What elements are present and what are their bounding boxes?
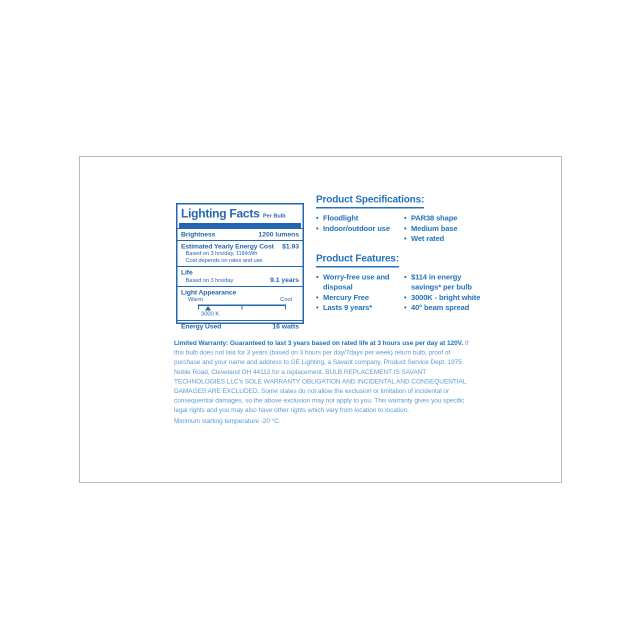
minimum-starting-temperature: Minimum starting temperature -20 °C. <box>174 416 281 425</box>
life-label: Life <box>181 268 193 276</box>
energy-cost-label: Estimated Yearly Energy Cost <box>181 242 274 250</box>
features-column-2 <box>404 272 491 313</box>
spec-item: • Wet rated <box>404 234 491 244</box>
per-bulb-label: Per Bulb <box>263 213 286 219</box>
specifications-column-1 <box>316 214 404 245</box>
product-info-panel <box>316 194 491 313</box>
features-heading: Product Features: <box>316 253 399 268</box>
features-list <box>316 272 491 313</box>
life-value: 9.1 years <box>270 276 299 284</box>
feature-item: • 40° beam spread <box>404 303 491 313</box>
label-card-content <box>80 157 562 483</box>
lighting-facts-title-row <box>178 205 303 223</box>
life-basis: Based on 3 hrs/day <box>185 277 234 284</box>
feature-item: • 3000K - bright white <box>404 293 491 303</box>
specifications-list <box>316 214 491 245</box>
energy-cost-basis: Based on 3 hrs/day, 11¢/kWh <box>185 250 258 257</box>
energy-used-value: 16 watts <box>272 322 299 330</box>
features-column-1 <box>316 272 404 313</box>
spec-item: • Medium base <box>404 224 491 234</box>
cool-label: Cool <box>280 296 292 303</box>
specifications-column-2 <box>404 214 491 245</box>
scale-tick-left <box>198 305 199 310</box>
kelvin-marker-triangle <box>205 306 211 311</box>
lighting-facts-title: Lighting Facts <box>181 207 260 221</box>
life-row <box>178 266 303 286</box>
energy-cost-row <box>178 240 303 266</box>
specifications-heading: Product Specifications: <box>316 194 424 209</box>
feature-item: • Mercury Free <box>316 293 404 303</box>
brightness-row <box>178 228 303 240</box>
feature-item: • $114 in energy savings* per bulb <box>404 272 491 293</box>
spec-item: • Floodlight <box>316 214 404 224</box>
warm-label: Warm <box>188 296 204 303</box>
feature-item: • Lasts 9 years* <box>316 303 404 313</box>
light-appearance-label: Light Appearance <box>181 288 237 296</box>
scale-tick-middle <box>242 305 243 310</box>
energy-cost-value: $1.93 <box>282 242 299 250</box>
light-appearance-row <box>178 286 303 320</box>
energy-used-row <box>178 320 303 332</box>
warranty-section <box>174 338 478 425</box>
spec-item: • PAR38 shape <box>404 214 491 224</box>
energy-cost-note: Cost depends on rates and use <box>185 257 263 264</box>
light-appearance-scale <box>198 304 286 312</box>
lighting-facts-panel <box>176 203 304 330</box>
scale-tick-right <box>285 305 286 310</box>
warranty-body: If this bulb does not last for 3 years (based on 3 hours per day/7days per week) return bulb, proof of purchase and your name and address to GE Lighting, a Savant company, Product Service Dept. 1975 Noble Road, Cleveland OH 44112 for a replacement. BULB REPLACEMENT IS SAVANT TECHNOLOGIES LLC's SOLE WARRANTY OBLIGATION AND INCIDENTAL AND CONSEQUENTIAL DAMAGES ARE EXCLUDED. Some states do not allow the exclusion or limitation of incidental or consequential damages, so the above exclusion may not apply to you. This warranty gives you specific legal rights and you may also have other rights which vary from location to location. <box>174 339 469 414</box>
label-card <box>79 156 562 483</box>
energy-used-label: Energy Used <box>181 322 222 330</box>
warranty-paragraph <box>174 338 478 415</box>
brightness-value: 1200 lumens <box>258 230 299 238</box>
kelvin-value: 3000 K <box>201 311 220 317</box>
warranty-bold-intro: Limited Warranty: Guaranteed to last 3 years based on rated life at 3 hours use per day at 120V. <box>174 339 464 347</box>
brightness-label: Brightness <box>181 230 216 238</box>
spec-item: • Indoor/outdoor use <box>316 224 404 234</box>
feature-item: • Worry-free use and disposal <box>316 272 404 293</box>
